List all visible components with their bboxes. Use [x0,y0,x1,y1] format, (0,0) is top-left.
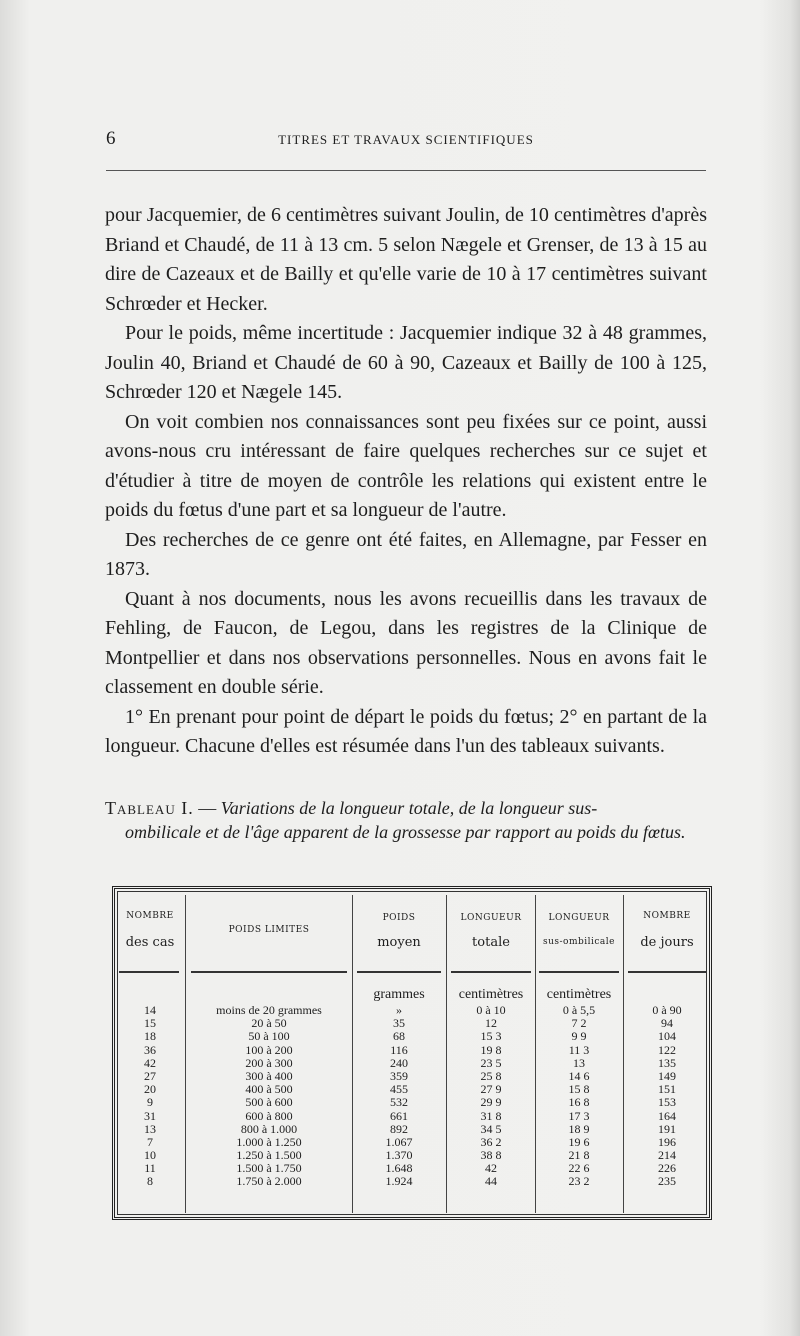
header-nombre-cas: NOMBRE [126,911,174,921]
unit-label: grammes [373,987,425,1002]
header-underline [357,971,441,973]
cell: 21 8 [568,1148,590,1163]
cell: 42 [485,1161,497,1176]
cell: 7 [147,1134,153,1149]
cell: 0 à 10 [476,1003,506,1017]
header-nombre-cas-sub: des cas [125,935,175,950]
paragraph: Pour le poids, même incertitude : Jacquemier indique 32 à 48 grammes, Joulin 40, Briand et Chaudé de 60 à 90, Cazeaux et Bailly de 100 à 125, Schrœder 120 et Nægele 145. [105,322,707,403]
cell: 18 [144,1029,156,1044]
cell: 1.924 [385,1174,413,1189]
cell: 1.000 à 1.250 [236,1134,302,1149]
column-poids-limites [187,987,351,1189]
cell: 31 8 [480,1108,502,1123]
cell: 14 6 [568,1068,590,1083]
cell: 7 2 [571,1016,587,1031]
cell: 34 5 [480,1121,502,1136]
cell: 200 à 300 [245,1055,293,1070]
cell: 19 6 [568,1134,590,1149]
cell: 23 2 [568,1174,590,1189]
page-header [106,128,706,158]
cell: 240 [390,1055,408,1070]
cell: 153 [658,1095,676,1110]
cell: 8 [147,1174,153,1189]
cell: 122 [658,1042,676,1057]
table-caption [105,796,719,844]
cell: 31 [144,1108,156,1123]
cell: 1.648 [385,1161,413,1176]
cell: » [396,1003,402,1017]
cell: 892 [390,1121,408,1136]
cell: 11 3 [568,1042,590,1057]
header-underline [191,971,347,973]
cell: 1.750 à 2.000 [236,1174,302,1189]
cell: 800 à 1.000 [240,1121,298,1136]
column-poids-moyen [353,987,445,1189]
header-underline [119,971,179,973]
cell: 661 [390,1108,408,1123]
cell: 14 [144,1003,156,1017]
header-rule [106,170,706,171]
unit-label: centimètres [546,987,612,1002]
cell: 17 3 [568,1108,590,1123]
data-table [112,886,712,1220]
column-nombre-cas [117,987,183,1189]
paragraph: pour Jacquemier, de 6 centimètres suivant Joulin, de 10 centimètres d'après Briand et Chaudé, de 11 à 13 cm. 5 selon Nægele et Grenser, de 13 à 15 au dire de Cazeaux et de Bailly et qu'elle varie de 10 à 17 centimètres suivant Schrœder et Hecker. [105,204,707,315]
header-nombre-jours-sub: de jours [640,935,694,950]
header-poids-moyen-sub: moyen [377,935,421,950]
cell: 42 [144,1055,156,1070]
cell: 455 [390,1082,408,1097]
cell: 196 [658,1134,676,1149]
cell: 12 [485,1016,497,1031]
cell: 191 [658,1121,676,1136]
unit-label: centimètres [458,987,524,1002]
cell: 532 [390,1095,408,1110]
cell: 300 à 400 [245,1068,293,1083]
header-poids-limites: POIDS LIMITES [228,925,310,935]
cell: 226 [658,1161,676,1176]
cell: 1.500 à 1.750 [236,1161,302,1176]
cell: 15 8 [568,1082,590,1097]
cell: 44 [485,1174,497,1189]
header-longueur-totale-sub: totale [472,935,510,950]
column-divider [185,895,186,1213]
cell: 22 6 [568,1161,590,1176]
cell: 20 à 50 [251,1016,287,1031]
cell: 15 3 [480,1029,502,1044]
cell: 400 à 500 [245,1082,293,1097]
cell: 20 [144,1082,156,1097]
cell: 500 à 600 [245,1095,293,1110]
cell: 16 8 [568,1095,590,1110]
cell: 164 [658,1108,676,1123]
caption-text-rest: ombilicale et de l'âge apparent de la grossesse par rapport au poids du fœtus. [125,822,686,842]
paragraph: Des recherches de ce genre ont été faites, en Allemagne, par Fesser en 1873. [105,528,707,580]
header-longueur-sus: LONGUEUR [548,913,610,923]
cell: 13 [144,1121,156,1136]
caption-dash: — [193,798,221,818]
paragraph: 1° En prenant pour point de départ le poids du fœtus; 2° en partant de la longueur. Chacune d'elles est résumée dans l'un des tableaux suivants. [105,705,707,757]
cell: 1.370 [385,1148,413,1163]
cell: 50 à 100 [248,1029,290,1044]
body-text [105,201,707,762]
cell: 36 [144,1042,156,1057]
caption-text: Variations de la longueur totale, de la longueur sus- [220,798,598,818]
cell: 10 [144,1148,156,1163]
cell: 0 à 5,5 [562,1003,596,1017]
header-poids-moyen: POIDS [382,913,416,923]
cell: 29 9 [480,1095,502,1110]
cell: 19 8 [480,1042,502,1057]
header-underline [628,971,706,973]
header-underline [539,971,619,973]
column-longueur-totale [447,987,535,1189]
cell: 94 [661,1016,673,1031]
cell: 18 9 [568,1121,590,1136]
cell: 600 à 800 [245,1108,293,1123]
cell: 116 [390,1042,408,1057]
header-longueur-totale: LONGUEUR [460,913,522,923]
cell: 100 à 200 [245,1042,293,1057]
cell: 27 9 [480,1082,502,1097]
cell: 27 [144,1068,156,1083]
cell: 214 [658,1148,676,1163]
cell: 35 [393,1016,405,1031]
header-nombre-jours: NOMBRE [643,911,691,921]
column-nombre-jours [624,987,710,1189]
cell: 151 [658,1082,676,1097]
cell: 104 [658,1029,676,1044]
cell: 149 [658,1068,676,1083]
paragraph: Quant à nos documents, nous les avons recueillis dans les travaux de Fehling, de Faucon, de Legou, dans les registres de la Clinique de Montpellier et dans nos observations personnelles. Nous en avons fait le classement en double série. [105,587,707,698]
cell: 36 2 [480,1134,502,1149]
caption-label: Tableau I. [105,798,194,818]
cell: 359 [390,1068,408,1083]
cell: 1.067 [385,1134,413,1149]
cell: 15 [144,1016,156,1031]
cell: 25 8 [480,1068,502,1083]
page-number: 6 [106,128,116,149]
cell: 13 [573,1055,585,1070]
column-longueur-sus-ombilicale [536,987,622,1189]
cell: 135 [658,1055,676,1070]
cell: 68 [393,1029,405,1044]
cell: 1.250 à 1.500 [236,1148,302,1163]
running-title: TITRES ET TRAVAUX SCIENTIFIQUES [278,132,534,147]
cell: 11 [144,1161,156,1176]
cell: 23 5 [480,1055,502,1070]
cell: 235 [658,1174,676,1189]
cell: 9 9 [571,1029,587,1044]
paragraph: On voit combien nos connaissances sont peu fixées sur ce point, aussi avons-nous cru intéressant de faire quelques recherches sur ce sujet et d'étudier à titre de moyen de contrôle les relations qui existent entre le poids du fœtus d'une part et sa longueur de l'autre. [105,410,707,521]
header-longueur-sus-sub: sus-ombilicale [542,937,616,947]
cell: 0 à 90 [652,1003,682,1017]
cell: 38 8 [480,1148,502,1163]
cell: moins de 20 grammes [216,1003,322,1017]
cell: 9 [147,1095,153,1110]
header-underline [451,971,531,973]
